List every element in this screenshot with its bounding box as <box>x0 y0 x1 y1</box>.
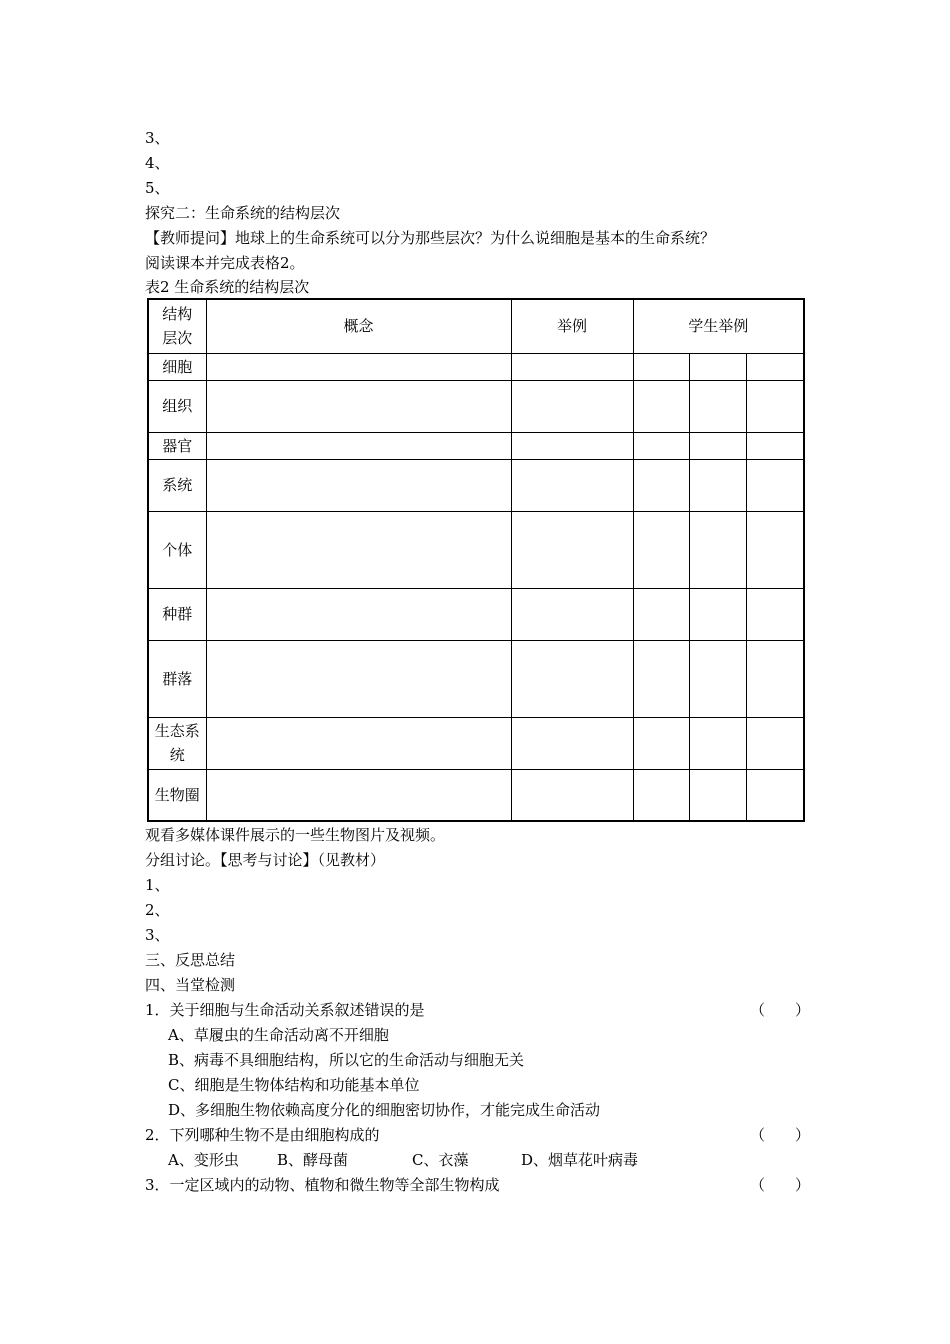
student-cell[interactable] <box>689 511 746 588</box>
question-1-option-d: D、多细胞生物依赖高度分化的细胞密切协作，才能完成生命活动 <box>168 1101 601 1119</box>
student-cell[interactable] <box>633 459 689 511</box>
discussion-item-1: 1、 <box>145 876 170 894</box>
example-cell[interactable] <box>511 511 633 588</box>
example-cell[interactable] <box>511 640 633 717</box>
student-cell[interactable] <box>746 769 804 821</box>
header-concept: 概念 <box>206 299 511 353</box>
student-cell[interactable] <box>689 588 746 640</box>
table-caption: 表2 生命系统的结构层次 <box>145 278 310 296</box>
concept-cell[interactable] <box>206 588 511 640</box>
student-cell[interactable] <box>689 353 746 380</box>
question-1-answer-blank[interactable]: （ ） <box>750 1001 811 1019</box>
question-2-option-c: C、衣藻 <box>412 1151 469 1169</box>
student-cell[interactable] <box>689 717 746 769</box>
concept-cell[interactable] <box>206 353 511 380</box>
student-cell[interactable] <box>746 588 804 640</box>
numbered-item-5: 5、 <box>145 179 170 197</box>
student-cell[interactable] <box>746 717 804 769</box>
question-1-option-c: C、细胞是生物体结构和功能基本单位 <box>168 1076 420 1094</box>
table-row <box>148 432 804 459</box>
table-row <box>148 459 804 511</box>
question-1-option-b: B、病毒不具细胞结构，所以它的生命活动与细胞无关 <box>168 1051 525 1069</box>
student-cell[interactable] <box>746 511 804 588</box>
example-cell[interactable] <box>511 380 633 432</box>
example-cell[interactable] <box>511 717 633 769</box>
student-cell[interactable] <box>633 432 689 459</box>
row-label-cell: 细胞 <box>148 353 206 380</box>
section-reflection: 三、反思总结 <box>145 951 236 969</box>
student-cell[interactable] <box>633 640 689 717</box>
table-row <box>148 588 804 640</box>
concept-cell[interactable] <box>206 769 511 821</box>
table-row <box>148 769 804 821</box>
student-cell[interactable] <box>689 640 746 717</box>
table-row <box>148 380 804 432</box>
student-cell[interactable] <box>633 769 689 821</box>
student-cell[interactable] <box>633 353 689 380</box>
example-cell[interactable] <box>511 459 633 511</box>
student-cell[interactable] <box>689 459 746 511</box>
student-cell[interactable] <box>746 459 804 511</box>
student-cell[interactable] <box>746 380 804 432</box>
section-title: 探究二：生命系统的结构层次 <box>145 204 341 222</box>
concept-cell[interactable] <box>206 717 511 769</box>
row-label-biosphere: 生物圈 <box>148 769 206 821</box>
student-cell[interactable] <box>689 432 746 459</box>
row-label-individual: 个体 <box>148 511 206 588</box>
row-label-tissue: 组织 <box>148 380 206 432</box>
question-2-option-b: B、酵母菌 <box>277 1151 349 1169</box>
header-student-example: 学生举例 <box>633 299 804 353</box>
student-cell[interactable] <box>746 640 804 717</box>
concept-cell[interactable] <box>206 459 511 511</box>
student-cell[interactable] <box>746 353 804 380</box>
example-cell[interactable] <box>511 432 633 459</box>
question-1-stem: 1．关于细胞与生命活动关系叙述错误的是 <box>145 1001 425 1019</box>
question-2-answer-blank[interactable]: （ ） <box>750 1126 811 1144</box>
question-1-option-a: A、草履虫的生命活动离不开细胞 <box>168 1026 389 1044</box>
example-cell[interactable] <box>511 769 633 821</box>
discussion-item-2: 2、 <box>145 901 170 919</box>
table-row <box>148 511 804 588</box>
row-label-community: 群落 <box>148 640 206 717</box>
student-cell[interactable] <box>633 380 689 432</box>
example-cell[interactable] <box>511 353 633 380</box>
section-check: 四、当堂检测 <box>145 976 236 994</box>
row-label-system: 系统 <box>148 459 206 511</box>
question-3-answer-blank[interactable]: （ ） <box>750 1176 811 1194</box>
header-level: 结构层次 <box>148 299 206 353</box>
structure-levels-table <box>147 298 805 822</box>
teacher-question: 【教师提问】地球上的生命系统可以分为那些层次？为什么说细胞是基本的生命系统？ <box>145 229 716 247</box>
row-label-ecosystem: 生态系统 <box>148 717 206 769</box>
question-2-option-a: A、变形虫 <box>168 1151 239 1169</box>
student-cell[interactable] <box>689 380 746 432</box>
watch-media-text: 观看多媒体课件展示的一些生物图片及视频。 <box>145 826 446 844</box>
group-discussion-text: 分组讨论。【思考与讨论】（见教材） <box>145 851 386 869</box>
instruction: 阅读课本并完成表格2。 <box>145 254 305 272</box>
table-row <box>148 640 804 717</box>
question-3-stem: 3．一定区域内的动物、植物和微生物等全部生物构成 <box>145 1176 500 1194</box>
concept-cell[interactable] <box>206 432 511 459</box>
header-example: 举例 <box>511 299 633 353</box>
question-2-stem: 2．下列哪种生物不是由细胞构成的 <box>145 1126 380 1144</box>
numbered-item-3: 3、 <box>145 129 170 147</box>
question-2-option-d: D、烟草花叶病毒 <box>521 1151 639 1169</box>
example-cell[interactable] <box>511 588 633 640</box>
student-cell[interactable] <box>689 769 746 821</box>
row-label-population: 种群 <box>148 588 206 640</box>
table-row <box>148 717 804 769</box>
numbered-item-4: 4、 <box>145 154 170 172</box>
concept-cell[interactable] <box>206 640 511 717</box>
concept-cell[interactable] <box>206 380 511 432</box>
discussion-item-3: 3、 <box>145 926 170 944</box>
row-label-organ: 器官 <box>148 432 206 459</box>
student-cell[interactable] <box>633 588 689 640</box>
table-header-row <box>148 299 804 353</box>
concept-cell[interactable] <box>206 511 511 588</box>
student-cell[interactable] <box>746 432 804 459</box>
student-cell[interactable] <box>633 717 689 769</box>
student-cell[interactable] <box>633 511 689 588</box>
table-row <box>148 353 804 380</box>
